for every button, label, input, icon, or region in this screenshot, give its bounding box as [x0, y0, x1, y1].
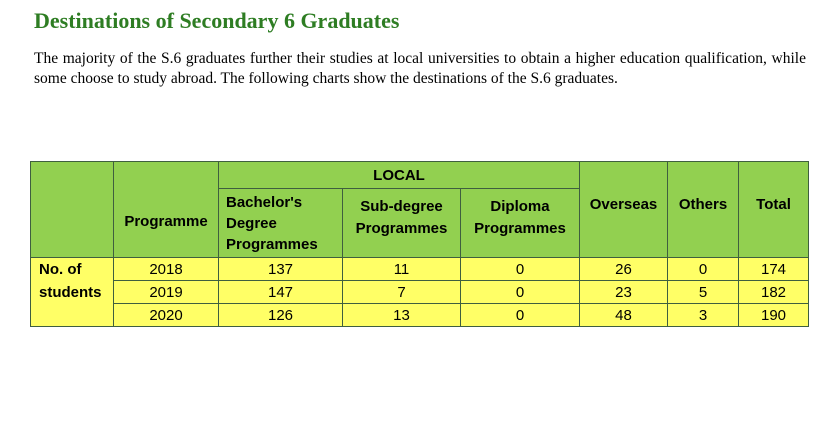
- cell-overseas: 23: [580, 281, 668, 304]
- header-bachelor: Bachelor's Degree Programmes: [219, 189, 343, 258]
- cell-others: 5: [668, 281, 739, 304]
- cell-year: 2018: [114, 258, 219, 281]
- header-subdegree: Sub-degree Programmes: [343, 189, 461, 258]
- header-total: Total: [739, 162, 809, 258]
- cell-bachelor: 137: [219, 258, 343, 281]
- cell-overseas: 48: [580, 304, 668, 327]
- cell-subdegree: 13: [343, 304, 461, 327]
- cell-year: 2020: [114, 304, 219, 327]
- header-programme: Programme: [114, 162, 219, 258]
- header-local: LOCAL: [219, 162, 580, 189]
- cell-others: 3: [668, 304, 739, 327]
- cell-subdegree: 11: [343, 258, 461, 281]
- cell-diploma: 0: [461, 281, 580, 304]
- header-diploma: Diploma Programmes: [461, 189, 580, 258]
- cell-total: 190: [739, 304, 809, 327]
- cell-bachelor: 126: [219, 304, 343, 327]
- destinations-table: [30, 161, 809, 327]
- cell-year: 2019: [114, 281, 219, 304]
- cell-overseas: 26: [580, 258, 668, 281]
- cell-diploma: 0: [461, 258, 580, 281]
- cell-bachelor: 147: [219, 281, 343, 304]
- cell-total: 174: [739, 258, 809, 281]
- cell-subdegree: 7: [343, 281, 461, 304]
- cell-total: 182: [739, 281, 809, 304]
- cell-others: 0: [668, 258, 739, 281]
- cell-diploma: 0: [461, 304, 580, 327]
- page-title: Destinations of Secondary 6 Graduates: [34, 8, 400, 33]
- corner-cell: [31, 162, 114, 258]
- intro-paragraph: The majority of the S.6 graduates further their studies at local universities to obtain a higher education qualification, while some choose to study abroad. The following charts show the destinations of the S.6 graduates.: [34, 50, 806, 87]
- row-label: No. of students: [31, 258, 114, 327]
- header-others: Others: [668, 162, 739, 258]
- header-overseas: Overseas: [580, 162, 668, 258]
